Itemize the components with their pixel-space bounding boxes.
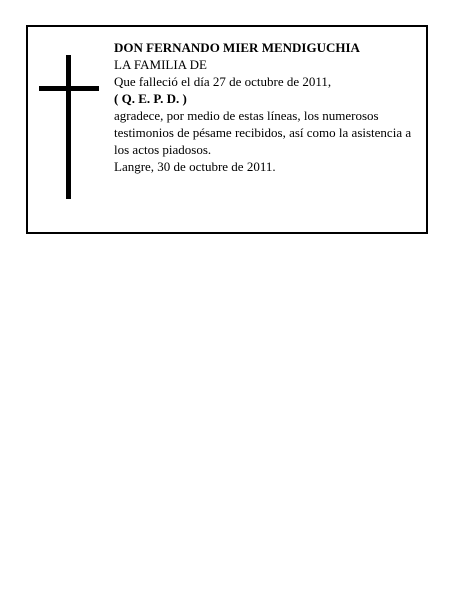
- qepd-line: ( Q. E. P. D. ): [114, 91, 187, 106]
- death-date-line: Que falleció el día 27 de octubre de 2011,: [114, 74, 332, 89]
- latin-cross-icon: [39, 55, 99, 199]
- cross-horizontal-bar: [39, 86, 99, 91]
- place-date-line: Langre, 30 de octubre de 2011.: [114, 159, 276, 174]
- deceased-name: DON FERNANDO MIER MENDIGUCHIA: [114, 40, 360, 55]
- family-line: LA FAMILIA DE: [114, 57, 207, 72]
- cross-vertical-bar: [66, 55, 71, 199]
- notice-text: [114, 39, 424, 175]
- obituary-notice: [26, 25, 428, 234]
- thanks-paragraph: agradece, por medio de estas líneas, los numerosos testimonios de pésame recibidos, así como la asistencia a los actos piadosos.: [114, 108, 412, 157]
